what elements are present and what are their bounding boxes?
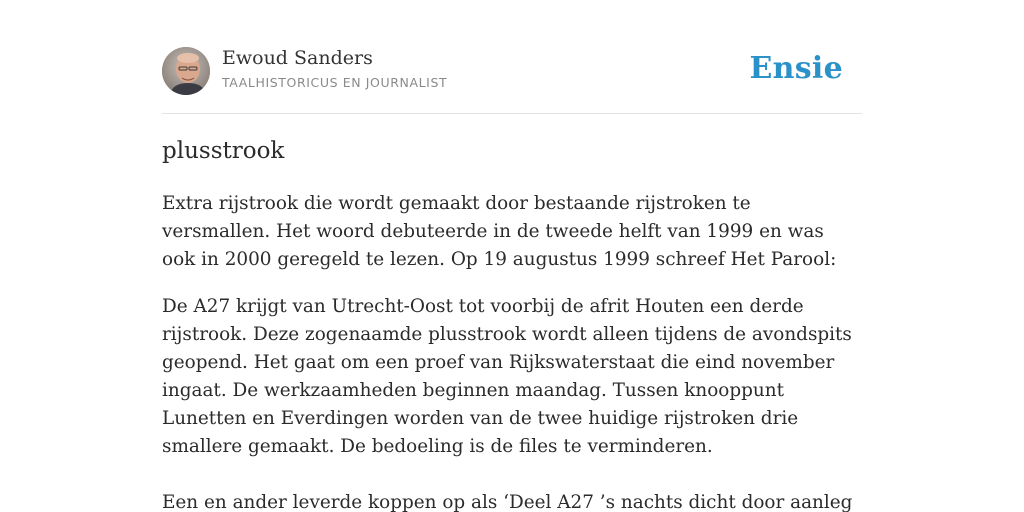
author-role: TAALHISTORICUS EN JOURNALIST	[222, 75, 448, 90]
entry-title: plusstrook	[162, 138, 285, 164]
author-header	[162, 46, 862, 96]
entry-paragraph: Extra rijstrook die wordt gemaakt door bestaande rijstroken te versmallen. Het woord debuteerde in de tweede helft van 1999 en was ook in 2000 geregeld te lezen. Op 19 augustus 1999 schreef Het Parool:	[162, 193, 837, 270]
header-divider	[162, 113, 862, 114]
avatar-photo-icon	[162, 47, 210, 95]
ensie-logo[interactable]: Ensie	[749, 51, 843, 86]
author-name[interactable]: Ewoud Sanders	[222, 47, 373, 69]
entry-quote-paragraph: De A27 krijgt van Utrecht-Oost tot voorbij de afrit Houten een derde rijstrook. Deze zogenaamde plusstrook wordt alleen tijdens de avondspits geopend. Het gaat om een proef van Rijkswaterstaat die eind november ingaat. De werkzaamheden beginnen maandag. Tussen knooppunt Lunetten en Everdingen worden van de twee huidige rijstroken drie smallere gemaakt. De bedoeling is de files te verminderen.	[162, 296, 852, 457]
author-avatar[interactable]	[162, 47, 210, 95]
entry-paragraph: Een en ander leverde koppen op als ‘Deel A27 ’s nachts dicht door aanleg	[162, 492, 853, 512]
